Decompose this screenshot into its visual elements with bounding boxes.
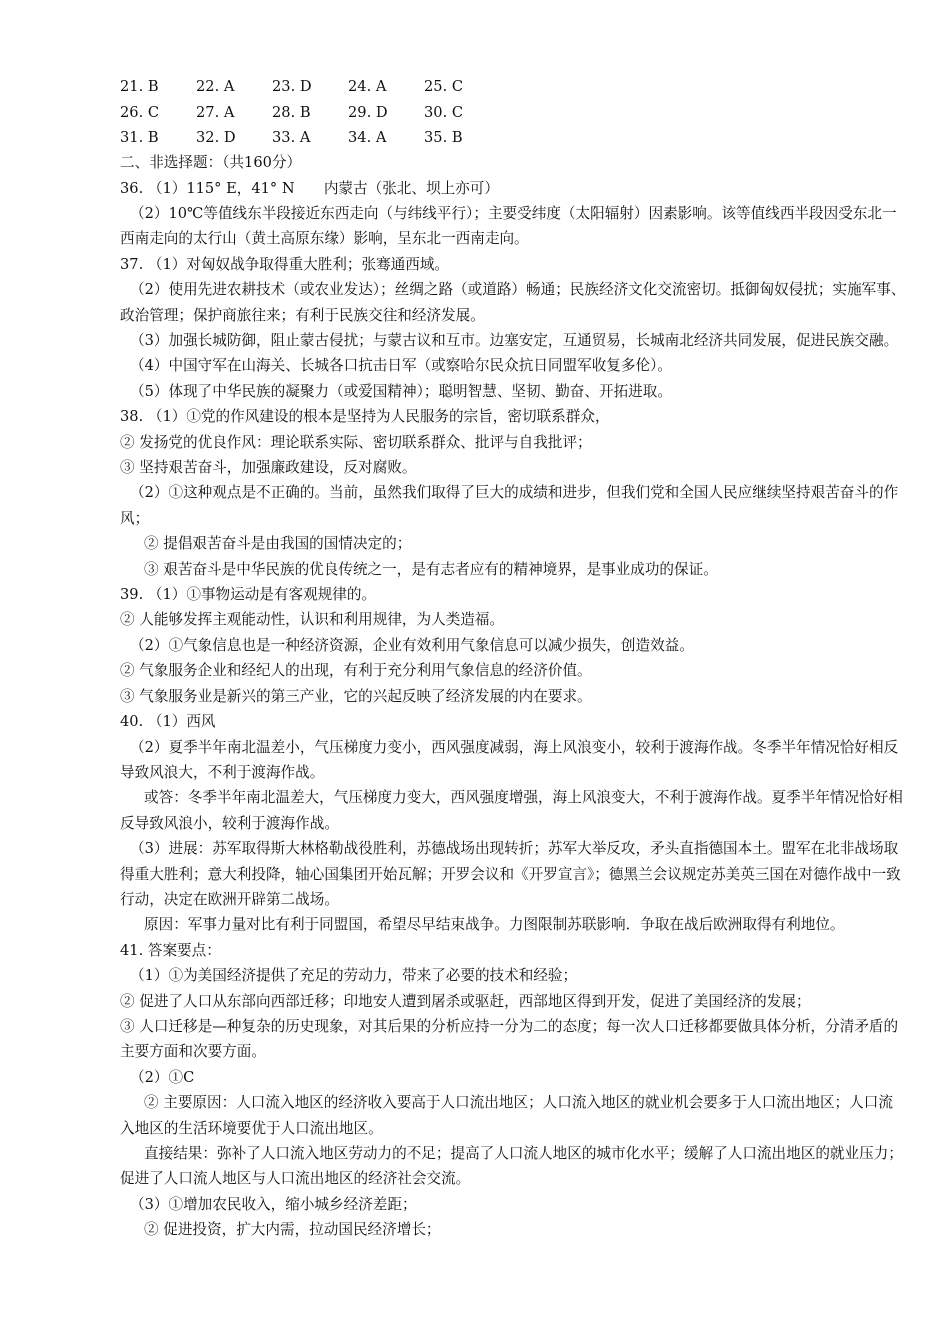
answer-paragraph: ② 主要原因：人口流入地区的经济收入要高于人口流出地区；人口流入地区的就业机会要多于人口流出地区；人口流入地区的生活环境要优于人口流出地区。 [120, 1094, 893, 1137]
answer-paragraph: （3）加强长城防御，阻止蒙古侵扰；与蒙古议和互市。边塞安定，互通贸易，长城南北经济共同发展，促进民族交融。 [130, 332, 899, 350]
mc-answer: 32. D [196, 128, 236, 146]
mc-answer: 33. A [272, 128, 311, 146]
mc-answer: 29. D [348, 103, 388, 121]
answer-paragraph: （3）进展：苏军取得斯大林格勒战役胜利，苏德战场出现转折；苏军大举反攻，矛头直指德国本土。盟军在北非战场取得重大胜利；意大利投降，轴心国集团开始瓦解；开罗会议和《开罗宣言》；德黑兰会议规定苏美英三国在对德作战中一致行动，决定在欧洲开辟第二战场。 [120, 840, 901, 908]
mc-answer: 25. C [424, 78, 464, 96]
mc-row [120, 74, 906, 99]
mc-answer: 22. A [196, 78, 235, 96]
mc-answer: 23. D [272, 78, 312, 96]
mc-answer: 34. A [348, 128, 387, 146]
answer-line: 38. （1）①党的作风建设的根本是坚持为人民服务的宗旨，密切联系群众， [120, 408, 610, 426]
answer-paragraph: 或答：冬季半年南北温差大，气压梯度力变大，西风强度增强，海上风浪变大，不利于渡海作战。夏季半年情况恰好相反导致风浪小，较利于渡海作战。 [120, 789, 903, 832]
answer-line: ② 气象服务企业和经纪人的出现，有利于充分利用气象信息的经济价值。 [120, 662, 592, 680]
answer-line: （5）体现了中华民族的凝聚力（或爱国精神）；聪明智慧、坚韧、勤奋、开拓进取。 [130, 382, 672, 400]
mc-answer: 21. B [120, 78, 159, 96]
mc-row [120, 99, 906, 124]
answer-line: ② 人能够发挥主观能动性，认识和利用规律，为人类造福。 [120, 611, 505, 629]
answer-line: 41. 答案要点： [120, 941, 221, 959]
answer-line: 40. （1）西风 [120, 713, 216, 731]
answer-line: ③ 气象服务业是新兴的第三产业，它的兴起反映了经济发展的内在要求。 [120, 687, 592, 705]
mc-answer: 27. A [196, 103, 235, 121]
mc-answer: 35. B [424, 128, 463, 146]
answer-paragraph: （2）使用先进农耕技术（或农业发达）；丝绸之路（或道路）畅通；民族经济文化交流密切。抵御匈奴侵扰；实施军事、政治管理；保护商旅往来；有利于民族交往和经济发展。 [120, 281, 906, 324]
answer-paragraph: （2）10℃等值线东半段接近东西走向（与纬线平行）；主要受纬度（太阳辐射）因素影响。该等值线西半段因受东北一西南走向的太行山（黄土高原东缘）影响，呈东北一西南走向。 [120, 204, 897, 248]
answer-line: （1）①为美国经济提供了充足的劳动力，带来了必要的技术和经验； [130, 967, 578, 985]
answer-line: ② 提倡艰苦奋斗是由我国的国情决定的； [144, 535, 412, 553]
mc-answer: 28. B [272, 103, 311, 121]
answer-line: 39. （1）①事物运动是有客观规律的。 [120, 586, 377, 604]
answer-line: 37. （1）对匈奴战争取得重大胜利；张骞通西域。 [120, 255, 450, 273]
answer-line: 36. （1）115° E，41° N 内蒙古（张北、坝上亦可） [120, 179, 499, 197]
answer-line: ③ 坚持艰苦奋斗，加强廉政建设，反对腐败。 [120, 459, 417, 477]
answer-line: ② 发扬党的优良作风：理论联系实际、密切联系群众、批评与自我批评； [120, 433, 592, 451]
answer-paragraph: （2）夏季半年南北温差小，气压梯度力变小，西风强度减弱，海上风浪变小，较利于渡海作战。冬季半年情况恰好相反导致风浪大，不利于渡海作战。 [120, 738, 899, 781]
answer-line: （4）中国守军在山海关、长城各口抗击日军（或察哈尔民众抗日同盟军收复多伦）。 [130, 357, 672, 375]
mc-answer: 30. C [424, 103, 464, 121]
answer-line: （2）①C [130, 1068, 195, 1086]
section-heading: 二、非选择题：（共160分） [120, 154, 302, 172]
mc-answer: 24. A [348, 78, 387, 96]
answer-line: ② 促进投资，扩大内需，拉动国民经济增长； [144, 1221, 441, 1239]
answer-line: （2）①气象信息也是一种经济资源，企业有效利用气象信息可以减少损失，创造效益。 [130, 636, 694, 654]
mc-answer: 31. B [120, 128, 159, 146]
mc-answer: 26. C [120, 103, 160, 121]
answer-paragraph: ③ 人口迁移是—种复杂的历史现象，对其后果的分析应持一分为二的态度；每一次人口迁移都要做具体分析，分清矛盾的主要方面和次要方面。 [120, 1017, 899, 1061]
answer-line: （3）①增加农民收入，缩小城乡经济差距； [130, 1195, 417, 1213]
answer-line: ② 促进了人口从东部向西部迁移；印地安人遭到屠杀或驱赶，西部地区得到开发，促进了美国经济的发展； [120, 992, 811, 1010]
answer-paragraph: 原因：军事力量对比有利于同盟国，希望尽早结束战争。力图限制苏联影响．争取在战后欧洲取得有利地位。 [144, 916, 845, 934]
mc-row [120, 125, 906, 150]
answer-paragraph: （2）①这种观点是不正确的。当前，虽然我们取得了巨大的成绩和进步，但我们党和全国人民应继续坚持艰苦奋斗的作风； [120, 484, 899, 527]
answer-paragraph: 直接结果：弥补了人口流入地区劳动力的不足；提高了人口流人地区的城市化水平；缓解了人口流出地区的就业压力；促进了人口流人地区与人口流出地区的经济社会交流。 [120, 1145, 903, 1188]
answer-line: ③ 艰苦奋斗是中华民族的优良传统之一，是有志者应有的精神境界，是事业成功的保证。 [144, 560, 718, 578]
